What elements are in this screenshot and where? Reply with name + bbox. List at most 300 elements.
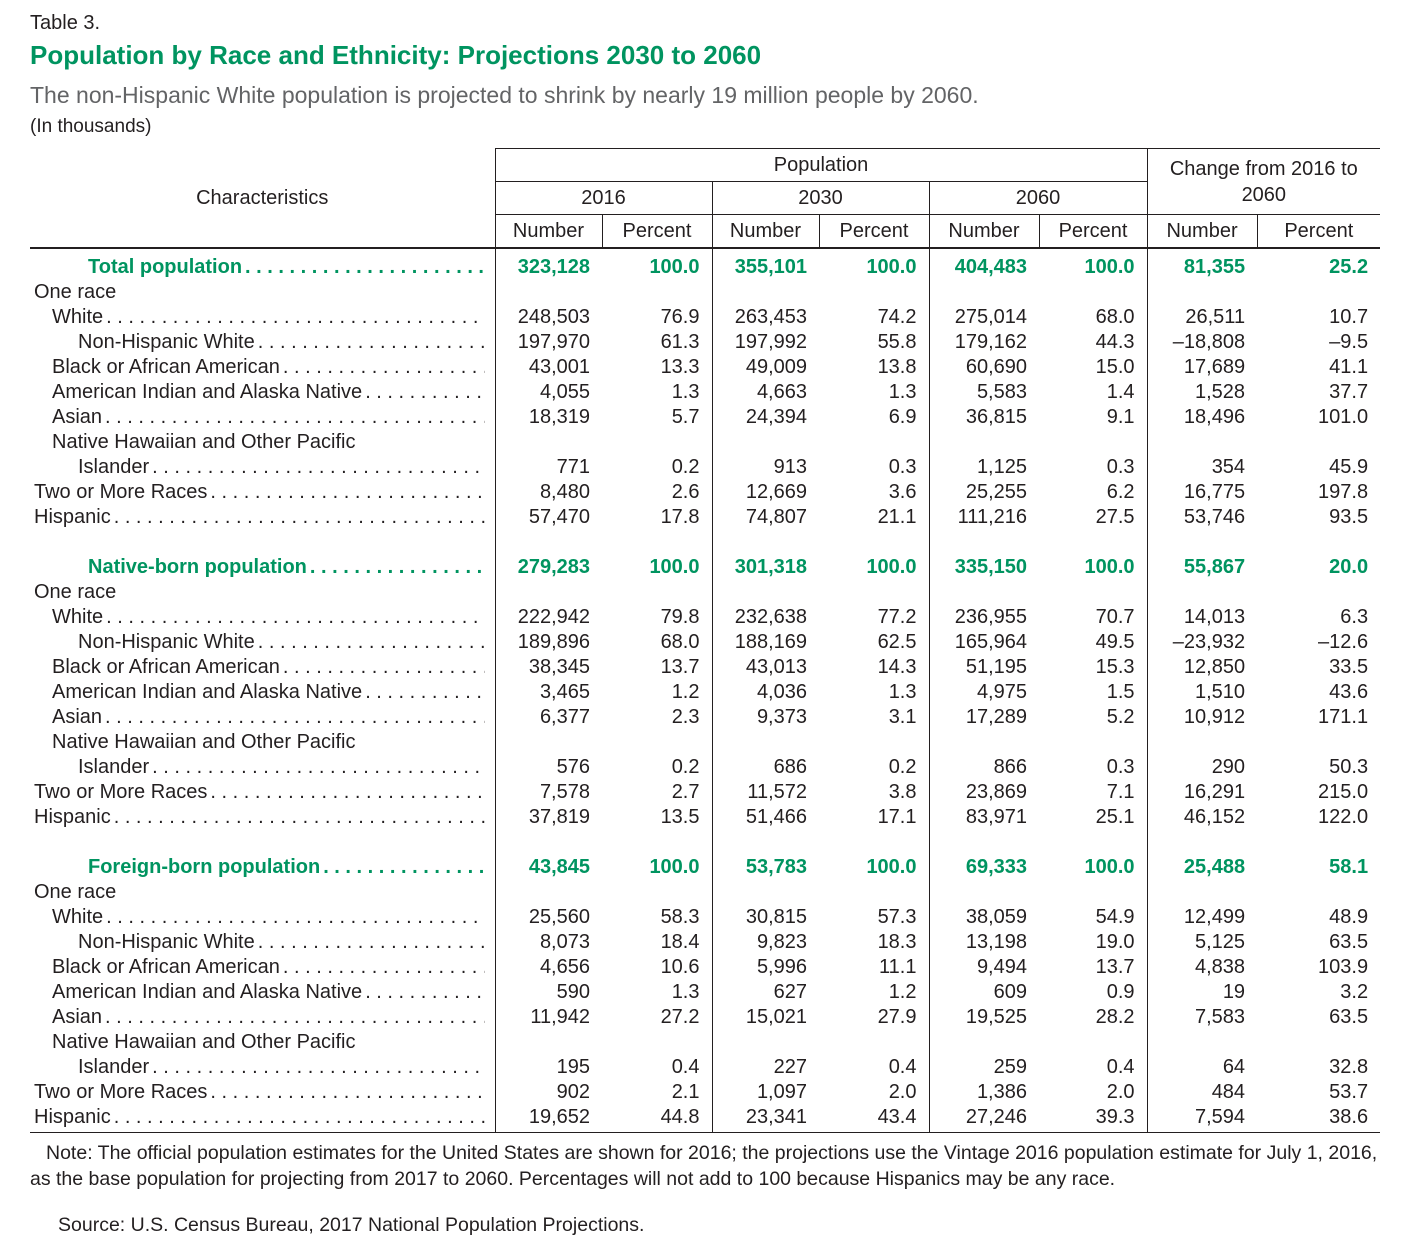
percent-cell: 171.1 — [1318, 706, 1369, 728]
percent-cell — [1039, 280, 1147, 305]
table-row — [30, 905, 1380, 930]
percent-cell — [1257, 730, 1380, 755]
percent-cell: 44.3 — [1095, 331, 1135, 353]
percent-cell: 1.3 — [888, 381, 917, 403]
table-row — [30, 330, 1380, 355]
percent-cell: 18.4 — [660, 931, 700, 953]
number-cell: 60,690 — [929, 355, 1039, 380]
percent-cell: 2.1 — [671, 1081, 700, 1103]
percent-cell: 100.0 — [1084, 556, 1135, 578]
number-cell: 590 — [495, 980, 602, 1005]
population-projections-table — [30, 148, 1380, 1133]
number-cell: 609 — [929, 980, 1039, 1005]
number-cell — [495, 1030, 602, 1055]
number-cell — [495, 430, 602, 455]
percent-cell: 63.5 — [1329, 1006, 1369, 1028]
percent-cell: 13.8 — [877, 356, 917, 378]
number-cell: 36,815 — [929, 405, 1039, 430]
percent-cell: 0.9 — [1106, 981, 1135, 1003]
row-label: White . . . — [30, 605, 495, 630]
percent-cell — [1039, 730, 1147, 755]
number-cell: 576 — [495, 755, 602, 780]
percent-cell — [1257, 280, 1380, 305]
percent-cell: 1.4 — [1106, 381, 1135, 403]
number-cell: 25,488 — [1147, 830, 1257, 880]
table-row — [30, 505, 1380, 530]
number-cell — [929, 280, 1039, 305]
table-header — [30, 149, 1380, 249]
dot-leader — [106, 306, 484, 329]
number-cell: 5,125 — [1147, 930, 1257, 955]
number-cell: 43,845 — [495, 830, 602, 880]
dot-leader — [105, 706, 484, 729]
number-cell: 11,942 — [495, 1005, 602, 1030]
percent-cell: 68.0 — [660, 631, 700, 653]
table-row — [30, 1005, 1380, 1030]
number-cell — [495, 580, 602, 605]
percent-cell — [819, 280, 929, 305]
table-subtitle: The non-Hispanic White population is projected to shrink by nearly 19 million people by 2060. — [30, 82, 979, 108]
number-cell — [1147, 580, 1257, 605]
number-cell: 25,560 — [495, 905, 602, 930]
number-cell: 4,663 — [712, 380, 819, 405]
percent-cell: 49.5 — [1095, 631, 1135, 653]
table-row — [30, 1080, 1380, 1105]
percent-cell: 58.3 — [660, 906, 700, 928]
number-cell: 8,073 — [495, 930, 602, 955]
percent-cell: 68.0 — [1095, 306, 1135, 328]
percent-cell — [1039, 580, 1147, 605]
number-cell: 17,689 — [1147, 355, 1257, 380]
percent-cell: 2.7 — [671, 781, 700, 803]
percent-cell: 27.5 — [1095, 506, 1135, 528]
percent-cell — [819, 880, 929, 905]
percent-cell: 32.8 — [1329, 1056, 1369, 1078]
dot-leader — [114, 806, 485, 829]
row-label: Asian . . . — [30, 1005, 495, 1030]
dot-leader — [106, 606, 484, 629]
percent-cell — [602, 880, 712, 905]
characteristics-header: Characteristics — [30, 149, 495, 249]
row-label: One race — [34, 881, 117, 903]
percent-cell — [1039, 430, 1147, 455]
dot-leader — [258, 931, 485, 954]
number-cell — [1147, 280, 1257, 305]
number-cell: 5,583 — [929, 380, 1039, 405]
number-cell: 484 — [1147, 1080, 1257, 1105]
dot-leader — [310, 556, 485, 579]
percent-cell: 100.0 — [866, 556, 917, 578]
number-cell: 1,386 — [929, 1080, 1039, 1105]
percent-cell: 100.0 — [866, 856, 917, 878]
table-row — [30, 1105, 1380, 1133]
row-label: Native-born population . . . — [30, 530, 495, 580]
percent-cell: 13.7 — [660, 656, 700, 678]
percent-cell: 6.3 — [1340, 606, 1369, 628]
number-cell: 902 — [495, 1080, 602, 1105]
row-label: Black or African American . . . — [30, 355, 495, 380]
percent-cell: 13.5 — [660, 806, 700, 828]
row-label: American Indian and Alaska Native . . . — [30, 380, 495, 405]
percent-cell: 197.8 — [1318, 481, 1369, 503]
row-label: American Indian and Alaska Native . . . — [30, 680, 495, 705]
row-label: Islander . . . — [30, 1055, 495, 1080]
row-label: Hispanic . . . — [30, 1105, 495, 1133]
dot-leader — [365, 981, 484, 1004]
table-row — [30, 1030, 1380, 1055]
number-cell: 4,055 — [495, 380, 602, 405]
table-row — [30, 730, 1380, 755]
percent-cell: 33.5 — [1329, 656, 1369, 678]
number-cell: 81,355 — [1147, 248, 1257, 280]
number-cell: 12,499 — [1147, 905, 1257, 930]
number-cell: 1,097 — [712, 1080, 819, 1105]
percent-cell: 1.2 — [671, 681, 700, 703]
number-cell: 55,867 — [1147, 530, 1257, 580]
dot-leader — [114, 506, 485, 529]
row-label: Foreign-born population . . . — [30, 830, 495, 880]
percent-cell: 79.8 — [660, 606, 700, 628]
percent-cell: 0.2 — [671, 756, 700, 778]
percent-cell: 58.1 — [1329, 856, 1369, 878]
table-row — [30, 780, 1380, 805]
number-cell — [495, 880, 602, 905]
number-cell: 404,483 — [929, 248, 1039, 280]
row-label: Two or More Races . . . — [30, 480, 495, 505]
change-header: Change from 2016 to 2060 — [1147, 149, 1380, 215]
dot-leader — [323, 856, 484, 879]
number-cell: 13,198 — [929, 930, 1039, 955]
number-cell: 23,869 — [929, 780, 1039, 805]
percent-cell: 100.0 — [1084, 256, 1135, 278]
number-cell — [929, 730, 1039, 755]
percent-cell: 13.3 — [660, 356, 700, 378]
percent-cell: 100.0 — [649, 556, 700, 578]
percent-cell: 215.0 — [1318, 781, 1369, 803]
number-cell: 18,319 — [495, 405, 602, 430]
table-note: Note: The official population estimates for the United States are shown for 2016; the projections use the Vintage 2016 population estimate for July 1, 2016, as the base population for projecting from 2017 to 2060. Percentages will not add to 100 because Hispanics may be any race. — [30, 1142, 1378, 1190]
number-cell: 9,494 — [929, 955, 1039, 980]
percent-cell: 0.3 — [888, 456, 917, 478]
table-row — [30, 380, 1380, 405]
dot-leader — [105, 406, 484, 429]
number-cell: 24,394 — [712, 405, 819, 430]
number-cell: 69,333 — [929, 830, 1039, 880]
percent-cell: 0.3 — [1106, 756, 1135, 778]
table-row — [30, 705, 1380, 730]
dot-leader — [210, 781, 484, 804]
percent-cell: –9.5 — [1329, 331, 1369, 353]
table-row — [30, 430, 1380, 455]
number-cell: 46,152 — [1147, 805, 1257, 830]
percent-cell: 41.1 — [1329, 356, 1369, 378]
percent-cell — [1257, 430, 1380, 455]
number-cell — [712, 280, 819, 305]
row-label: Asian . . . — [30, 705, 495, 730]
number-cell: 279,283 — [495, 530, 602, 580]
number-cell: 236,955 — [929, 605, 1039, 630]
number-cell — [929, 580, 1039, 605]
row-label: American Indian and Alaska Native . . . — [30, 980, 495, 1005]
row-label: Native Hawaiian and Other Pacific — [52, 431, 356, 453]
number-cell: 26,511 — [1147, 305, 1257, 330]
percent-cell: 5.7 — [671, 406, 700, 428]
dot-leader — [245, 256, 484, 279]
percent-cell: –12.6 — [1318, 631, 1369, 653]
dot-leader — [283, 656, 485, 679]
number-cell: 290 — [1147, 755, 1257, 780]
number-cell: 49,009 — [712, 355, 819, 380]
percent-cell: 1.3 — [671, 381, 700, 403]
percent-cell: 14.3 — [877, 656, 917, 678]
row-label: Native Hawaiian and Other Pacific — [52, 731, 356, 753]
number-cell — [1147, 880, 1257, 905]
number-cell: 5,996 — [712, 955, 819, 980]
table-row — [30, 630, 1380, 655]
number-cell: 189,896 — [495, 630, 602, 655]
year-2060-header: 2060 — [929, 182, 1147, 215]
percent-cell: 45.9 — [1329, 456, 1369, 478]
percent-cell: 20.0 — [1329, 556, 1369, 578]
section-header-row — [30, 530, 1380, 580]
number-cell: 6,377 — [495, 705, 602, 730]
number-cell: 38,345 — [495, 655, 602, 680]
percent-cell: 39.3 — [1039, 1105, 1147, 1133]
number-cell: 83,971 — [929, 805, 1039, 830]
percent-cell — [819, 580, 929, 605]
percent-cell: 44.8 — [602, 1105, 712, 1133]
percent-cell — [819, 1030, 929, 1055]
number-cell: 64 — [1147, 1055, 1257, 1080]
number-cell: 10,912 — [1147, 705, 1257, 730]
row-label: Non-Hispanic White . . . — [30, 930, 495, 955]
table-row — [30, 980, 1380, 1005]
dot-leader — [365, 381, 484, 404]
number-cell: 53,783 — [712, 830, 819, 880]
table-row — [30, 955, 1380, 980]
percent-cell — [1039, 1030, 1147, 1055]
dot-leader — [152, 456, 484, 479]
percent-cell: 3.1 — [888, 706, 917, 728]
row-label: Two or More Races . . . — [30, 1080, 495, 1105]
percent-cell: 18.3 — [877, 931, 917, 953]
percent-cell: 0.4 — [671, 1056, 700, 1078]
table-row — [30, 755, 1380, 780]
section-header-row — [30, 830, 1380, 880]
row-label: Non-Hispanic White . . . — [30, 330, 495, 355]
number-cell: 16,291 — [1147, 780, 1257, 805]
number-cell: 16,775 — [1147, 480, 1257, 505]
row-label: One race — [34, 281, 117, 303]
dot-leader — [283, 956, 485, 979]
number-cell: 27,246 — [929, 1105, 1039, 1133]
percent-cell: 100.0 — [649, 256, 700, 278]
percent-cell: 38.6 — [1257, 1105, 1380, 1133]
percent-cell: 21.1 — [877, 506, 917, 528]
table-row — [30, 880, 1380, 905]
row-label: Non-Hispanic White . . . — [30, 630, 495, 655]
number-cell: 9,823 — [712, 930, 819, 955]
number-col-header: Number — [929, 215, 1039, 249]
number-cell — [495, 730, 602, 755]
percent-cell: 122.0 — [1318, 806, 1369, 828]
percent-cell: 74.2 — [877, 306, 917, 328]
percent-cell: 54.9 — [1095, 906, 1135, 928]
number-cell: 8,480 — [495, 480, 602, 505]
table-row — [30, 405, 1380, 430]
number-cell — [712, 580, 819, 605]
percent-cell: 0.2 — [671, 456, 700, 478]
percent-cell: 0.3 — [1106, 456, 1135, 478]
percent-cell: 27.9 — [877, 1006, 917, 1028]
percent-cell: 50.3 — [1329, 756, 1369, 778]
number-cell: 4,838 — [1147, 955, 1257, 980]
number-cell: 188,169 — [712, 630, 819, 655]
population-header: Population — [495, 149, 1147, 182]
number-cell: 1,528 — [1147, 380, 1257, 405]
percent-cell: 100.0 — [1084, 856, 1135, 878]
table-row — [30, 480, 1380, 505]
year-2016-header: 2016 — [495, 182, 712, 215]
number-cell: 227 — [712, 1055, 819, 1080]
number-cell: 354 — [1147, 455, 1257, 480]
number-cell: 232,638 — [712, 605, 819, 630]
percent-cell — [1257, 580, 1380, 605]
percent-cell: 15.0 — [1095, 356, 1135, 378]
number-col-header: Number — [1147, 215, 1257, 249]
dot-leader — [258, 631, 485, 654]
percent-cell: 25.1 — [1095, 806, 1135, 828]
percent-cell: 1.5 — [1106, 681, 1135, 703]
number-cell: 19,525 — [929, 1005, 1039, 1030]
number-cell: 12,850 — [1147, 655, 1257, 680]
table-row — [30, 1055, 1380, 1080]
percent-cell — [819, 730, 929, 755]
table-row — [30, 605, 1380, 630]
year-2030-header: 2030 — [712, 182, 929, 215]
percent-col-header: Percent — [1257, 215, 1380, 249]
percent-cell: 10.7 — [1329, 306, 1369, 328]
percent-cell: 9.1 — [1106, 406, 1135, 428]
percent-cell: 100.0 — [649, 856, 700, 878]
number-cell: 57,470 — [495, 505, 602, 530]
number-cell — [712, 880, 819, 905]
row-label: Two or More Races . . . — [30, 780, 495, 805]
row-label: White . . . — [30, 905, 495, 930]
table-row — [30, 655, 1380, 680]
row-label: Total population . . . — [30, 248, 495, 280]
percent-cell: 93.5 — [1329, 506, 1369, 528]
percent-cell — [602, 280, 712, 305]
dot-leader — [365, 681, 484, 704]
number-cell: 913 — [712, 455, 819, 480]
percent-cell: 7.1 — [1106, 781, 1135, 803]
percent-cell: 53.7 — [1329, 1081, 1369, 1103]
row-label: Islander . . . — [30, 455, 495, 480]
number-cell — [929, 430, 1039, 455]
percent-cell: 27.2 — [660, 1006, 700, 1028]
percent-cell: 76.9 — [660, 306, 700, 328]
percent-col-header: Percent — [602, 215, 712, 249]
percent-cell: 15.3 — [1095, 656, 1135, 678]
percent-cell — [602, 1030, 712, 1055]
dot-leader — [105, 1006, 484, 1029]
percent-cell — [602, 580, 712, 605]
table-row — [30, 805, 1380, 830]
number-cell: 1,125 — [929, 455, 1039, 480]
number-cell: 197,970 — [495, 330, 602, 355]
percent-cell: 43.4 — [819, 1105, 929, 1133]
number-cell: 866 — [929, 755, 1039, 780]
row-label: Black or African American . . . — [30, 655, 495, 680]
row-label: Hispanic . . . — [30, 505, 495, 530]
number-cell: 179,162 — [929, 330, 1039, 355]
percent-cell: 70.7 — [1095, 606, 1135, 628]
number-cell: 222,942 — [495, 605, 602, 630]
number-cell — [929, 1030, 1039, 1055]
number-cell: 686 — [712, 755, 819, 780]
percent-cell: 2.3 — [671, 706, 700, 728]
percent-cell: 3.8 — [888, 781, 917, 803]
percent-cell — [1257, 880, 1380, 905]
number-cell: 53,746 — [1147, 505, 1257, 530]
number-cell — [1147, 1030, 1257, 1055]
number-cell: 9,373 — [712, 705, 819, 730]
percent-col-header: Percent — [819, 215, 929, 249]
units-note: (In thousands) — [30, 116, 152, 137]
number-cell: 275,014 — [929, 305, 1039, 330]
section-header-row — [30, 248, 1380, 280]
percent-cell: 3.2 — [1340, 981, 1369, 1003]
percent-cell: 101.0 — [1318, 406, 1369, 428]
number-cell: 18,496 — [1147, 405, 1257, 430]
number-cell: 248,503 — [495, 305, 602, 330]
dot-leader — [106, 906, 484, 929]
number-cell: 74,807 — [712, 505, 819, 530]
percent-cell: 0.4 — [888, 1056, 917, 1078]
table-source: Source: U.S. Census Bureau, 2017 National Population Projections. — [58, 1213, 645, 1236]
number-cell: 165,964 — [929, 630, 1039, 655]
number-cell — [495, 280, 602, 305]
percent-cell: 2.0 — [888, 1081, 917, 1103]
table-row — [30, 455, 1380, 480]
number-cell: 43,013 — [712, 655, 819, 680]
number-cell: 4,656 — [495, 955, 602, 980]
percent-cell: 1.3 — [671, 981, 700, 1003]
number-cell: 7,594 — [1147, 1105, 1257, 1133]
number-cell: 3,465 — [495, 680, 602, 705]
number-cell: 51,195 — [929, 655, 1039, 680]
number-cell: 4,036 — [712, 680, 819, 705]
number-cell: 38,059 — [929, 905, 1039, 930]
percent-cell: 100.0 — [866, 256, 917, 278]
number-cell: 11,572 — [712, 780, 819, 805]
percent-cell: 6.9 — [888, 406, 917, 428]
number-col-header: Number — [712, 215, 819, 249]
number-cell: 12,669 — [712, 480, 819, 505]
number-cell: 1,510 — [1147, 680, 1257, 705]
number-cell: 195 — [495, 1055, 602, 1080]
page-title: Population by Race and Ethnicity: Projections 2030 to 2060 — [30, 40, 762, 70]
percent-cell: 37.7 — [1329, 381, 1369, 403]
percent-cell: 57.3 — [877, 906, 917, 928]
number-cell: 4,975 — [929, 680, 1039, 705]
percent-cell: 25.2 — [1329, 256, 1369, 278]
number-cell: –23,932 — [1147, 630, 1257, 655]
number-cell: 30,815 — [712, 905, 819, 930]
percent-cell: 3.6 — [888, 481, 917, 503]
percent-cell: 48.9 — [1329, 906, 1369, 928]
